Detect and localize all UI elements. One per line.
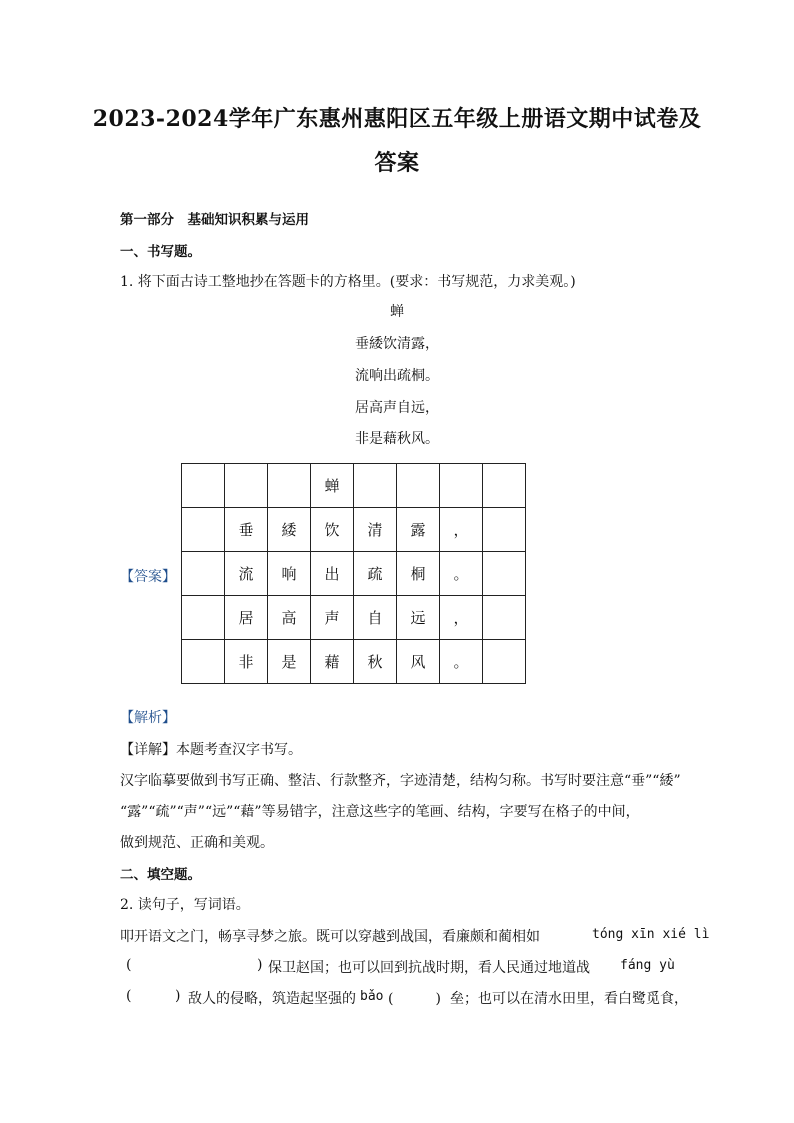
page-title-line1: 2023-2024学年广东惠州惠阳区五年级上册语文期中试卷及 <box>92 106 702 132</box>
grid-cell: 居 <box>225 596 268 640</box>
grid-cell: 清 <box>354 508 397 552</box>
grid-cell: 风 <box>397 640 440 684</box>
answer-blank-close: ) <box>175 988 181 1004</box>
question2-sentence: 垒；也可以在清水田里，看白鹭觅食， <box>450 991 688 1007</box>
grid-cell <box>483 508 526 552</box>
page-title-line2: 答案 <box>374 150 420 176</box>
detail-body: 做到规范、正确和美观。 <box>120 835 274 851</box>
grid-cell: 饮 <box>311 508 354 552</box>
detail-line <box>120 739 302 759</box>
grid-cell: 出 <box>311 552 354 596</box>
grid-cell: 藉 <box>311 640 354 684</box>
grid-cell <box>483 640 526 684</box>
section1-heading: 一、书写题。 <box>120 244 201 260</box>
grid-cell: 蝉 <box>311 464 354 508</box>
grid-cell <box>354 464 397 508</box>
pinyin-prompt: fáng yù <box>620 958 675 973</box>
question2-text: 2. 读句子，写词语。 <box>120 897 250 913</box>
grid-cell: 是 <box>268 640 311 684</box>
poem-line: 非是藉秋风。 <box>355 431 439 447</box>
grid-cell <box>483 552 526 596</box>
grid-cell <box>483 596 526 640</box>
grid-row <box>182 464 526 508</box>
answer-blank-close: ) <box>257 957 263 973</box>
grid-cell: ， <box>440 596 483 640</box>
grid-cell: 自 <box>354 596 397 640</box>
grid-cell <box>440 464 483 508</box>
grid-cell <box>225 464 268 508</box>
poem-line: 垂緌饮清露， <box>355 336 439 352</box>
grid-row <box>182 552 526 596</box>
grid-cell: 疏 <box>354 552 397 596</box>
grid-cell: 露 <box>397 508 440 552</box>
answer-blank-open: ( <box>126 957 132 973</box>
grid-cell: 。 <box>440 552 483 596</box>
grid-cell <box>397 464 440 508</box>
grid-cell <box>182 464 225 508</box>
detail-body: “露”“疏”“声”“远”“藉”等易错字，注意这些字的笔画、结构，字要写在格子的中间， <box>120 804 640 820</box>
answer-blank: ( ) <box>388 991 441 1007</box>
question2-sentence: 保卫赵国；也可以回到抗战时期，看人民通过地道战 <box>268 960 590 976</box>
grid-cell: 。 <box>440 640 483 684</box>
grid-cell: 响 <box>268 552 311 596</box>
grid-cell <box>182 552 225 596</box>
grid-cell: 垂 <box>225 508 268 552</box>
pinyin-prompt: bǎo <box>360 989 384 1004</box>
grid-cell: 远 <box>397 596 440 640</box>
grid-cell: 桐 <box>397 552 440 596</box>
grid-cell: 流 <box>225 552 268 596</box>
question2-sentence: 叩开语文之门，畅享寻梦之旅。既可以穿越到战国，看廉颇和蔺相如 <box>120 929 540 945</box>
grid-cell: 声 <box>311 596 354 640</box>
part-heading: 第一部分 基础知识积累与运用 <box>120 212 309 228</box>
grid-row <box>182 640 526 684</box>
grid-cell <box>182 508 225 552</box>
section2-heading: 二、填空题。 <box>120 867 201 883</box>
grid-cell <box>268 464 311 508</box>
grid-cell: 非 <box>225 640 268 684</box>
grid-row <box>182 596 526 640</box>
grid-cell: ， <box>440 508 483 552</box>
poem-title: 蝉 <box>390 304 404 320</box>
poem-line: 居高声自远， <box>355 400 439 416</box>
answer-grid <box>181 463 526 684</box>
grid-row <box>182 508 526 552</box>
detail-label: 【详解】 <box>120 742 176 758</box>
grid-cell <box>182 640 225 684</box>
answer-blank-open: ( <box>126 988 132 1004</box>
grid-cell: 秋 <box>354 640 397 684</box>
question1-text: 1. 将下面古诗工整地抄在答题卡的方格里。(要求：书写规范，力求美观。) <box>120 274 576 290</box>
detail-intro: 本题考查汉字书写。 <box>176 742 302 758</box>
grid-cell: 緌 <box>268 508 311 552</box>
detail-body: 汉字临摹要做到书写正确、整洁、行款整齐，字迹清楚，结构匀称。书写时要注意“垂”“緌” <box>120 773 681 789</box>
answer-label: 【答案】 <box>120 569 176 585</box>
question2-sentence: 敌人的侵略，筑造起坚强的 <box>188 991 356 1007</box>
pinyin-prompt: tóng xīn xié lì <box>592 927 710 942</box>
grid-cell <box>182 596 225 640</box>
grid-cell <box>483 464 526 508</box>
analysis-label: 【解析】 <box>120 710 176 726</box>
grid-cell: 高 <box>268 596 311 640</box>
poem-line: 流响出疏桐。 <box>355 368 439 384</box>
